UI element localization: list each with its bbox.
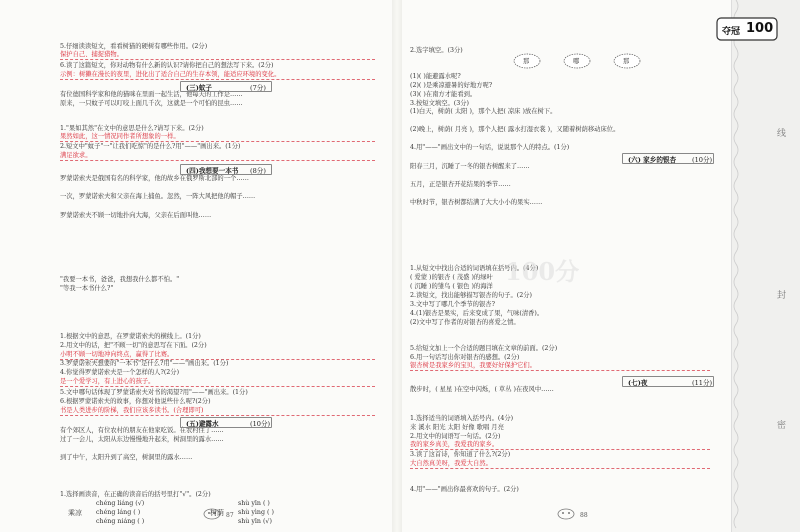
question-text: (1)白天，树荫( 太阳 )，那个人把( 凉床 )放在树下。 [410,108,557,115]
section-title: (六) 家乡的银杏 [628,156,677,164]
question-text: 4.(1)银杏是果实，后来变成了果，气味(清香)。 [410,310,544,317]
answer-text: 果然如此，这一情况同作者所想象的一样。 [60,133,180,140]
answer-text: 示例：树獭在漫长的夜里，进化出了适合自己的生存本领，能适应环境的变化。 [60,71,281,78]
question-text: 4.用"——"画出文中的一句话，说说那个人的特点。(1分) [410,144,570,151]
question-text: 4.用"——"画出你最喜欢的句子。(2分) [410,486,519,493]
section-score: (7分) [250,84,266,92]
question-text: 5.文中哪句话体现了罗蒙诺索夫对书的渴望?用"——"画出来。(1分) [60,389,248,396]
question-text: 1."果如其然"在文中的意思是什么?请写下来。(2分) [60,125,204,132]
pinyin-word: 树荫 [210,509,224,517]
left-page [0,0,392,532]
question-text: 1.从短文中找出合适的词语填在括号内。(4分) [410,265,539,272]
question-text: 6.读了这篇短文，你对动物有什么新的认识?请你把自己的想法写下来。(2分) [60,62,274,69]
section-title: (七)夜 [628,379,648,387]
answer-text: 小明不顾一切地冲向终点，赢得了比赛。 [60,351,174,358]
logo-label: 夺冠 [722,27,741,37]
question-text: 1.选择适当的词语填入括号内。(4分) [410,415,514,422]
question-text: 有个郊区人，有位农村的朋友在他家吃饭。在农村住了…… [60,427,224,434]
answer-underline [410,468,710,469]
question-text: 1.根据文中的意思，在罗蒙诺索夫的横线上。(1分) [60,333,201,340]
question-text: (3)( )在南方才能看到。 [410,91,477,98]
section-score: (10分) [250,420,271,428]
question-text: "等我一本书什么?" [60,285,114,292]
pinyin-option[interactable]: chéng láng ( ) [96,509,141,516]
question-text: (1)( )能避露水呢? [410,73,461,80]
pinyin-option[interactable]: shù yìng ( ) [238,509,274,516]
question-text: 6.用一句话写出你对银杏的感想。(2分) [410,354,520,361]
question-text: 到了中午，太阳升到了高空，树洞里的露水…… [60,454,193,461]
binding-strip [722,0,800,532]
answer-underline [410,370,710,371]
section-score: (8分) [250,167,266,175]
question-text: 1.选择画读音，在正确的读音后的括号里打"√"。(2分) [60,491,211,498]
question-text: 3.罗蒙诺索夫想要的"一本书"是什么?用"——"画出来。(1分) [60,360,229,367]
seal-char-xian: 线 [776,129,786,139]
pinyin-word: 乘凉 [68,509,82,517]
question-text: 5.给短文加上一个合适的题目填在文章的前面。(2分) [410,345,558,352]
pinyin-option[interactable]: shù yīn ( ) [238,500,270,507]
answer-text: 银杏树是我家乡的宝贝，我要好好保护它们。 [410,362,536,369]
answer-text: 满足欲求。 [60,152,92,159]
bubble-word: 那 [523,58,530,65]
question-text: (2)( )是乘凉避暑的好地方呢? [410,82,493,89]
question-text: 5.仔细读读短文，看看树猫的硬树有哪些作用。(2分) [60,43,208,50]
page-number: 87 [226,512,234,519]
question-text: 3.文中写了哪几个季节的银杏? [410,301,495,308]
question-text: ( 沉睡 )的雏鸟 ( 银色 )的海洋 [410,283,493,290]
bubble-word: 哪 [573,58,580,65]
seal-char-feng: 封 [776,291,786,301]
section-score: (11分) [692,379,713,387]
bubble-word: 那 [623,58,630,65]
answer-underline [410,449,710,450]
brand-logo [716,14,778,44]
question-text: 中秋时节，银杏树都结满了大大小小的果实…… [410,199,543,206]
question-text: "我要一本书，爸爸，我想我什么都不怕。" [60,276,180,283]
question-text: ( 爱蒙 )的银杏 ( 茂盛 )的绿叶 [410,274,493,281]
answer-underline [60,415,375,416]
answer-text: 保护自己、捕捉猎物。 [60,51,123,58]
answer-text: 我的家乡真美，我爱我的家乡。 [410,441,499,448]
question-text: 2.用文中的话，把"不顾一切"的意思写在下面。(2分) [60,342,207,349]
seal-char-mi: 密 [776,421,786,431]
pinyin-option[interactable]: shù yīn (√) [238,518,272,525]
question-text: 2.选字填空。(3分) [410,47,463,54]
answer-underline [60,160,375,161]
pinyin-option[interactable]: chéng niáng ( ) [96,518,145,525]
logo-number: 100 [746,21,774,36]
answer-underline [60,141,375,142]
question-text: 罗蒙诺索夫是俄国有名的科学家，他的故乡在俄罗斯北部的一个…… [60,175,249,182]
question-text: 2.短文中"蚊子"一"让我们吃惊"的是什么?用"——"画出来。(1分) [60,143,241,150]
book-spine [392,0,402,532]
answer-underline [60,59,375,60]
question-text: 4.你觉得罗蒙诺索夫是一个怎样的人?(2分) [60,369,180,376]
section-title: (五)避露水 [186,420,219,428]
section-title: (三)蚊子 [186,84,213,92]
question-text: (2)晚上，树荫( 月亮 )，那个人把( 露水打湿衣裳 )，又随着树荫移动床位。 [410,126,620,133]
question-text: 一次，罗蒙诺索夫和父亲在海上捕鱼。忽然，一阵大风把他的帽子…… [60,193,256,200]
question-text: 来 溪水 阳光 太阳 好像 歌唱 月亮 [410,424,504,431]
page-number: 88 [580,512,588,519]
mascot-icon [556,506,576,520]
answer-underline [60,79,375,80]
question-text: 2.读短文，找出能够描写银杏的句子。(2分) [410,292,532,299]
question-text: 有位德国科学家和他的猫咪在里面一起生活，他每天的工作是…… [60,91,243,98]
pinyin-option[interactable]: chéng liáng (√) [96,500,145,507]
question-text: 3.读了这首诗，你知道了什么?(2分) [410,451,511,458]
question-text: 散步时，( 星星 )在空中闪烁，( 草丛 )在夜风中…… [410,386,554,393]
answer-text: 大自然真美呀，我爱大自然。 [410,460,492,467]
question-text: 原来，一只蚊子可以叮咬上面几千次，这就是一个可怕的昆虫…… [60,100,243,107]
question-text: 阳春三月，沉睡了一冬的银杏树醒来了…… [410,163,530,170]
scalloped-edge-icon [732,0,740,532]
question-text: 罗蒙诺索夫不顾一切地扑向大海，父亲在后面叫他…… [60,212,212,219]
question-text: 过了一会儿，太阳从东边慢慢地升起来，树洞里的露水…… [60,436,224,443]
question-text: (2)文中写了作者的对银杏的喜爱之情。 [410,319,520,326]
answer-text: 是一个爱学习，有上进心的孩子。 [60,378,155,385]
question-text: 6.根据罗蒙诺索夫的故事，你想对他说些什么呢?(2分) [60,398,211,405]
question-text: 五月，正是银杏开花结果的季节…… [410,181,511,188]
question-text: 2.用文中的词语写一句话。(2分) [410,433,501,440]
watermark: 100分 [505,257,580,286]
answer-underline [60,386,375,387]
answer-text: 书是人类进步的阶梯，我们应该多读书。(合理即可) [60,407,204,414]
section-title: (四)我想要一本书 [186,167,239,175]
question-text: 3.按短文填空。(3分) [410,100,470,107]
section-score: (10分) [692,156,713,164]
